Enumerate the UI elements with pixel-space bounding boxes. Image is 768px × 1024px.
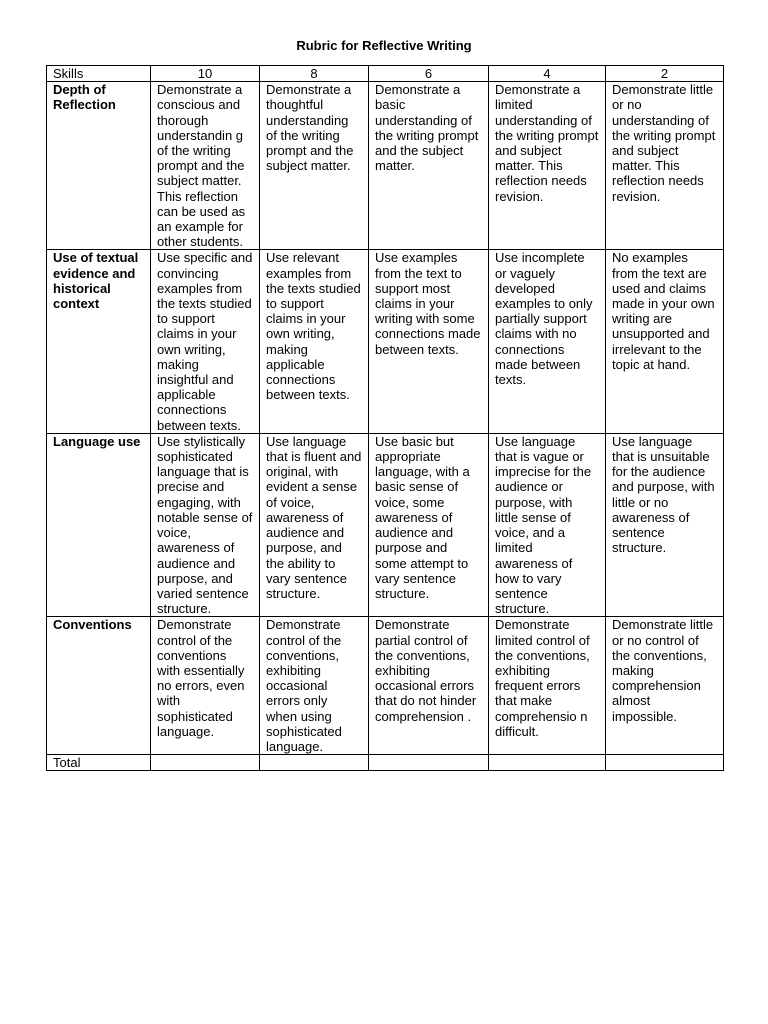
skill-label: Conventions <box>47 617 151 755</box>
table-row <box>47 82 724 250</box>
score-header-2: 2 <box>606 66 724 82</box>
skill-label: Language use <box>47 433 151 616</box>
skill-label: Use of textual evidence and historical context <box>47 250 151 433</box>
total-row <box>47 755 724 771</box>
criterion-cell: Use examples from the text to support most claims in your writing with some connections made between texts. <box>369 250 489 433</box>
criterion-cell: Use specific and convincing examples from the texts studied to support claims in your own writing, making insightful and applicable connections between texts. <box>151 250 260 433</box>
criterion-cell: Demonstrate a thoughtful understanding of the writing prompt and the subject matter. <box>260 82 369 250</box>
total-cell-2 <box>606 755 724 771</box>
total-cell-10 <box>151 755 260 771</box>
score-header-4: 4 <box>489 66 606 82</box>
table-row <box>47 250 724 433</box>
criterion-cell: Demonstrate little or no control of the conventions, making comprehension almost impossible. <box>606 617 724 755</box>
score-header-8: 8 <box>260 66 369 82</box>
criterion-cell: Demonstrate little or no understanding of the writing prompt and subject matter. This reflection needs revision. <box>606 82 724 250</box>
criterion-cell: Demonstrate a basic understanding of the writing prompt and the subject matter. <box>369 82 489 250</box>
criterion-cell: Demonstrate a limited understanding of the writing prompt and subject matter. This reflection needs revision. <box>489 82 606 250</box>
criterion-cell: Use language that is unsuitable for the audience and purpose, with little or no awareness of sentence structure. <box>606 433 724 616</box>
criterion-cell: Use basic but appropriate language, with a basic sense of voice, some awareness of audience and purpose and some attempt to vary sentence structure. <box>369 433 489 616</box>
score-header-10: 10 <box>151 66 260 82</box>
criterion-cell: Demonstrate control of the conventions with essentially no errors, even with sophisticated language. <box>151 617 260 755</box>
table-row <box>47 617 724 755</box>
criterion-cell: Demonstrate control of the conventions, exhibiting occasional errors only when using sophisticated language. <box>260 617 369 755</box>
score-header-6: 6 <box>369 66 489 82</box>
criterion-cell: Demonstrate limited control of the conventions, exhibiting frequent errors that make comprehensio n difficult. <box>489 617 606 755</box>
total-cell-8 <box>260 755 369 771</box>
table-row <box>47 433 724 616</box>
total-cell-6 <box>369 755 489 771</box>
criterion-cell: No examples from the text are used and claims made in your own writing are unsupported and irrelevant to the topic at hand. <box>606 250 724 433</box>
criterion-cell: Demonstrate partial control of the conventions, exhibiting occasional errors that do not hinder comprehension . <box>369 617 489 755</box>
rubric-table <box>46 65 724 771</box>
criterion-cell: Use language that is fluent and original, with evident a sense of voice, awareness of audience and purpose, and the ability to vary sentence structure. <box>260 433 369 616</box>
skill-label: Depth of Reflection <box>47 82 151 250</box>
criterion-cell: Use relevant examples from the texts studied to support claims in your own writing, making applicable connections between texts. <box>260 250 369 433</box>
criterion-cell: Use stylistically sophisticated language that is precise and engaging, with notable sense of voice, awareness of audience and purpose, and varied sentence structure. <box>151 433 260 616</box>
skills-column-header: Skills <box>47 66 151 82</box>
document-title: Rubric for Reflective Writing <box>296 38 472 53</box>
total-label: Total <box>47 755 151 771</box>
criterion-cell: Use language that is vague or imprecise for the audience or purpose, with little sense of voice, and a limited awareness of how to vary sentence structure. <box>489 433 606 616</box>
criterion-cell: Use incomplete or vaguely developed examples to only partially support claims with no connections made between texts. <box>489 250 606 433</box>
total-cell-4 <box>489 755 606 771</box>
header-row <box>47 66 724 82</box>
criterion-cell: Demonstrate a conscious and thorough understandin g of the writing prompt and the subject matter. This reflection can be used as an example for other students. <box>151 82 260 250</box>
